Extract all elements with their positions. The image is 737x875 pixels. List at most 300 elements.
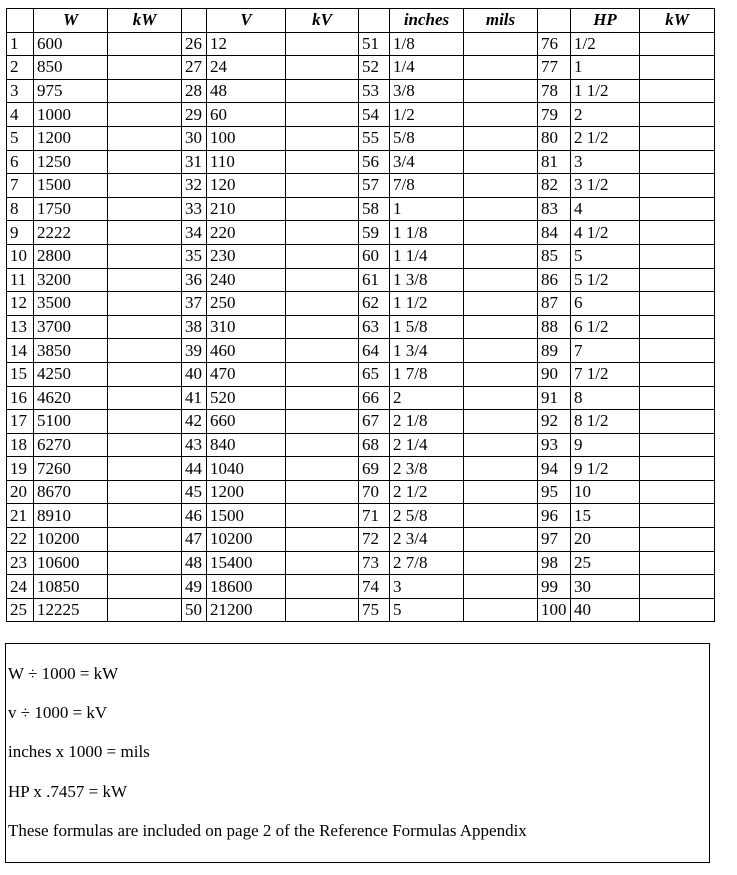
kw-answer-cell[interactable] [640,433,715,457]
kv-header: kV [286,9,359,33]
kw-answer-cell[interactable] [640,410,715,434]
table-row [7,292,715,316]
index-cell: 71 [359,504,390,528]
index-cell: 41 [182,386,207,410]
index-cell: 66 [359,386,390,410]
kw-answer-cell[interactable] [640,504,715,528]
inches-cell: 2 3/8 [390,457,464,481]
hp-cell: 3 1/2 [571,174,640,198]
index-cell: 70 [359,480,390,504]
index-cell: 62 [359,292,390,316]
table-row [7,103,715,127]
table-row [7,174,715,198]
index-cell: 60 [359,244,390,268]
kv-answer-cell[interactable] [286,174,359,198]
w-cell: 8910 [34,504,108,528]
index-cell: 36 [182,268,207,292]
index-cell: 78 [538,79,571,103]
kw-answer-cell[interactable] [108,315,182,339]
w-cell: 3700 [34,315,108,339]
table-row [7,410,715,434]
w-cell: 4250 [34,362,108,386]
kw-answer-cell[interactable] [640,174,715,198]
formula-inches-to-mils: inches x 1000 = mils [8,742,150,761]
hp-header: HP [571,9,640,33]
table-row [7,150,715,174]
formula-watts-to-kilowatts: W ÷ 1000 = kW [8,664,119,683]
kv-answer-cell[interactable] [286,386,359,410]
index-cell: 52 [359,56,390,80]
index-header-2 [182,9,207,33]
index-cell: 22 [7,528,34,552]
mils-answer-cell[interactable] [464,551,538,575]
kv-answer-cell[interactable] [286,575,359,599]
index-cell: 5 [7,126,34,150]
index-cell: 17 [7,410,34,434]
kw-answer-cell[interactable] [640,551,715,575]
inches-cell: 1 5/8 [390,315,464,339]
index-cell: 38 [182,315,207,339]
kw-answer-cell[interactable] [640,386,715,410]
v-cell: 24 [207,56,286,80]
kw-answer-cell[interactable] [108,528,182,552]
index-cell: 76 [538,32,571,56]
index-cell: 48 [182,551,207,575]
index-cell: 8 [7,197,34,221]
table-row [7,79,715,103]
kv-answer-cell[interactable] [286,32,359,56]
index-cell: 98 [538,551,571,575]
index-cell: 100 [538,598,571,622]
kw-answer-cell[interactable] [108,362,182,386]
inches-cell: 2 3/4 [390,528,464,552]
index-cell: 43 [182,433,207,457]
index-cell: 26 [182,32,207,56]
mils-answer-cell[interactable] [464,126,538,150]
table-row [7,528,715,552]
index-cell: 80 [538,126,571,150]
kw-answer-cell[interactable] [108,79,182,103]
index-cell: 51 [359,32,390,56]
kv-answer-cell[interactable] [286,268,359,292]
kw-answer-cell[interactable] [108,244,182,268]
w-cell: 600 [34,32,108,56]
index-cell: 16 [7,386,34,410]
index-cell: 82 [538,174,571,198]
index-cell: 47 [182,528,207,552]
mils-answer-cell[interactable] [464,103,538,127]
w-cell: 6270 [34,433,108,457]
v-cell: 120 [207,174,286,198]
index-header-4 [538,9,571,33]
mils-answer-cell[interactable] [464,197,538,221]
kw-answer-cell[interactable] [640,339,715,363]
index-cell: 29 [182,103,207,127]
index-cell: 9 [7,221,34,245]
index-cell: 1 [7,32,34,56]
hp-cell: 4 [571,197,640,221]
kv-answer-cell[interactable] [286,457,359,481]
inches-cell: 1 7/8 [390,362,464,386]
kw-answer-cell[interactable] [640,150,715,174]
kw-answer-cell[interactable] [640,56,715,80]
table-row [7,268,715,292]
hp-cell: 10 [571,480,640,504]
kw-answer-cell[interactable] [640,528,715,552]
index-cell: 99 [538,575,571,599]
inches-cell: 1/4 [390,56,464,80]
mils-answer-cell[interactable] [464,528,538,552]
kw-answer-cell[interactable] [108,174,182,198]
index-cell: 79 [538,103,571,127]
inches-cell: 1 1/2 [390,292,464,316]
kw-answer-cell[interactable] [108,575,182,599]
kw-answer-cell[interactable] [108,480,182,504]
index-cell: 83 [538,197,571,221]
kw-answer-cell[interactable] [640,457,715,481]
index-header-3 [359,9,390,33]
index-cell: 89 [538,339,571,363]
index-cell: 95 [538,480,571,504]
table-header-row [7,9,715,33]
index-cell: 93 [538,433,571,457]
kw-answer-cell[interactable] [108,386,182,410]
hp-cell: 8 1/2 [571,410,640,434]
kw-answer-cell[interactable] [640,32,715,56]
hp-cell: 25 [571,551,640,575]
mils-answer-cell[interactable] [464,292,538,316]
kw-answer-cell[interactable] [640,244,715,268]
kw-answer-cell[interactable] [640,79,715,103]
w-cell: 1750 [34,197,108,221]
kw-answer-cell[interactable] [640,103,715,127]
hp-cell: 9 [571,433,640,457]
inches-cell: 1 [390,197,464,221]
w-cell: 3500 [34,292,108,316]
kv-answer-cell[interactable] [286,362,359,386]
hp-cell: 20 [571,528,640,552]
index-cell: 40 [182,362,207,386]
kw-answer-cell[interactable] [108,551,182,575]
inches-cell: 5/8 [390,126,464,150]
index-cell: 53 [359,79,390,103]
w-cell: 1250 [34,150,108,174]
kv-answer-cell[interactable] [286,103,359,127]
index-cell: 42 [182,410,207,434]
table-row [7,551,715,575]
index-cell: 50 [182,598,207,622]
hp-cell: 9 1/2 [571,457,640,481]
hp-cell: 4 1/2 [571,221,640,245]
index-cell: 34 [182,221,207,245]
kw-answer-cell[interactable] [640,197,715,221]
mils-answer-cell[interactable] [464,480,538,504]
index-cell: 20 [7,480,34,504]
mils-answer-cell[interactable] [464,504,538,528]
hp-cell: 2 1/2 [571,126,640,150]
formula-box [5,643,710,863]
v-cell: 840 [207,433,286,457]
index-cell: 13 [7,315,34,339]
index-cell: 57 [359,174,390,198]
kv-answer-cell[interactable] [286,528,359,552]
index-cell: 3 [7,79,34,103]
v-cell: 48 [207,79,286,103]
kw-answer-cell[interactable] [108,457,182,481]
mils-answer-cell[interactable] [464,244,538,268]
kw-answer-cell[interactable] [108,504,182,528]
hp-cell: 8 [571,386,640,410]
inches-cell: 1 1/4 [390,244,464,268]
v-cell: 660 [207,410,286,434]
mils-answer-cell[interactable] [464,575,538,599]
hp-cell: 40 [571,598,640,622]
inches-cell: 2 5/8 [390,504,464,528]
kw-answer-cell[interactable] [108,150,182,174]
kw-answer-cell[interactable] [108,221,182,245]
inches-cell: 5 [390,598,464,622]
hp-cell: 30 [571,575,640,599]
mils-answer-cell[interactable] [464,362,538,386]
kw-answer-cell[interactable] [108,598,182,622]
mils-answer-cell[interactable] [464,32,538,56]
mils-answer-cell[interactable] [464,56,538,80]
hp-cell: 1 1/2 [571,79,640,103]
conversion-table [6,8,715,622]
kw-answer-cell[interactable] [108,103,182,127]
index-cell: 4 [7,103,34,127]
mils-answer-cell[interactable] [464,386,538,410]
mils-answer-cell[interactable] [464,221,538,245]
mils-answer-cell[interactable] [464,268,538,292]
index-cell: 44 [182,457,207,481]
index-cell: 39 [182,339,207,363]
kv-answer-cell[interactable] [286,480,359,504]
w-cell: 1500 [34,174,108,198]
mils-answer-cell[interactable] [464,79,538,103]
kw-answer-cell[interactable] [640,598,715,622]
kw-header-2: kW [640,9,715,33]
index-cell: 77 [538,56,571,80]
kw-answer-cell[interactable] [108,410,182,434]
index-cell: 86 [538,268,571,292]
v-cell: 460 [207,339,286,363]
formula-volts-to-kilovolts: v ÷ 1000 = kV [8,703,108,722]
v-cell: 470 [207,362,286,386]
index-cell: 96 [538,504,571,528]
kw-answer-cell[interactable] [108,292,182,316]
index-cell: 63 [359,315,390,339]
kv-answer-cell[interactable] [286,79,359,103]
kv-answer-cell[interactable] [286,551,359,575]
kv-answer-cell[interactable] [286,433,359,457]
index-cell: 21 [7,504,34,528]
kv-answer-cell[interactable] [286,315,359,339]
kv-answer-cell[interactable] [286,410,359,434]
index-cell: 25 [7,598,34,622]
table-row [7,339,715,363]
kw-header-1: kW [108,9,182,33]
appendix-note: These formulas are included on page 2 of the Reference Formulas Appendix [8,821,527,840]
index-cell: 2 [7,56,34,80]
v-cell: 110 [207,150,286,174]
inches-cell: 2 [390,386,464,410]
index-cell: 19 [7,457,34,481]
hp-cell: 7 [571,339,640,363]
hp-cell: 5 1/2 [571,268,640,292]
index-cell: 12 [7,292,34,316]
index-cell: 81 [538,150,571,174]
formula-hp-to-kilowatts: HP x .7457 = kW [8,782,127,801]
w-cell: 975 [34,79,108,103]
kv-answer-cell[interactable] [286,339,359,363]
index-cell: 74 [359,575,390,599]
index-cell: 7 [7,174,34,198]
v-cell: 210 [207,197,286,221]
index-cell: 27 [182,56,207,80]
table-row [7,433,715,457]
w-cell: 10200 [34,528,108,552]
index-cell: 58 [359,197,390,221]
index-cell: 24 [7,575,34,599]
kw-answer-cell[interactable] [640,126,715,150]
table-row [7,56,715,80]
v-cell: 21200 [207,598,286,622]
v-header: V [207,9,286,33]
mils-answer-cell[interactable] [464,598,538,622]
kw-answer-cell[interactable] [108,126,182,150]
kv-answer-cell[interactable] [286,244,359,268]
inches-cell: 3 [390,575,464,599]
index-cell: 72 [359,528,390,552]
index-cell: 30 [182,126,207,150]
index-cell: 49 [182,575,207,599]
v-cell: 250 [207,292,286,316]
w-cell: 5100 [34,410,108,434]
index-cell: 64 [359,339,390,363]
hp-cell: 2 [571,103,640,127]
mils-answer-cell[interactable] [464,433,538,457]
kw-answer-cell[interactable] [108,32,182,56]
hp-cell: 6 1/2 [571,315,640,339]
v-cell: 1200 [207,480,286,504]
index-cell: 68 [359,433,390,457]
index-cell: 90 [538,362,571,386]
mils-header: mils [464,9,538,33]
index-cell: 56 [359,150,390,174]
inches-cell: 2 1/8 [390,410,464,434]
index-cell: 31 [182,150,207,174]
table-row [7,126,715,150]
mils-answer-cell[interactable] [464,410,538,434]
index-cell: 6 [7,150,34,174]
kw-answer-cell[interactable] [108,197,182,221]
kv-answer-cell[interactable] [286,150,359,174]
index-cell: 10 [7,244,34,268]
v-cell: 1500 [207,504,286,528]
mils-answer-cell[interactable] [464,339,538,363]
v-cell: 10200 [207,528,286,552]
index-cell: 94 [538,457,571,481]
table-body [7,32,715,622]
index-cell: 61 [359,268,390,292]
kv-answer-cell[interactable] [286,197,359,221]
kw-answer-cell[interactable] [640,292,715,316]
mils-answer-cell[interactable] [464,174,538,198]
index-cell: 85 [538,244,571,268]
index-cell: 14 [7,339,34,363]
inches-cell: 1 3/8 [390,268,464,292]
v-cell: 15400 [207,551,286,575]
kv-answer-cell[interactable] [286,56,359,80]
index-cell: 46 [182,504,207,528]
w-cell: 7260 [34,457,108,481]
index-cell: 18 [7,433,34,457]
inches-cell: 2 1/4 [390,433,464,457]
inches-cell: 3/8 [390,79,464,103]
kw-answer-cell[interactable] [108,339,182,363]
v-cell: 310 [207,315,286,339]
kw-answer-cell[interactable] [108,268,182,292]
index-cell: 33 [182,197,207,221]
v-cell: 100 [207,126,286,150]
w-cell: 850 [34,56,108,80]
table-row [7,504,715,528]
index-cell: 69 [359,457,390,481]
kv-answer-cell[interactable] [286,126,359,150]
kw-answer-cell[interactable] [640,575,715,599]
w-cell: 3850 [34,339,108,363]
kw-answer-cell[interactable] [108,433,182,457]
mils-answer-cell[interactable] [464,457,538,481]
hp-cell: 6 [571,292,640,316]
inches-cell: 1/2 [390,103,464,127]
kw-answer-cell[interactable] [640,480,715,504]
v-cell: 60 [207,103,286,127]
hp-cell: 1 [571,56,640,80]
hp-cell: 5 [571,244,640,268]
kv-answer-cell[interactable] [286,598,359,622]
hp-cell: 3 [571,150,640,174]
kw-answer-cell[interactable] [640,268,715,292]
table-row [7,598,715,622]
w-cell: 3200 [34,268,108,292]
inches-cell: 1/8 [390,32,464,56]
table-row [7,315,715,339]
kw-answer-cell[interactable] [640,221,715,245]
kw-answer-cell[interactable] [640,362,715,386]
w-cell: 2800 [34,244,108,268]
kw-answer-cell[interactable] [640,315,715,339]
w-cell: 12225 [34,598,108,622]
mils-answer-cell[interactable] [464,315,538,339]
v-cell: 240 [207,268,286,292]
kv-answer-cell[interactable] [286,292,359,316]
hp-cell: 15 [571,504,640,528]
inches-cell: 1 3/4 [390,339,464,363]
v-cell: 1040 [207,457,286,481]
w-cell: 1000 [34,103,108,127]
w-cell: 2222 [34,221,108,245]
mils-answer-cell[interactable] [464,150,538,174]
kv-answer-cell[interactable] [286,504,359,528]
kv-answer-cell[interactable] [286,221,359,245]
index-cell: 97 [538,528,571,552]
v-cell: 220 [207,221,286,245]
w-cell: 10850 [34,575,108,599]
kw-answer-cell[interactable] [108,56,182,80]
w-cell: 1200 [34,126,108,150]
